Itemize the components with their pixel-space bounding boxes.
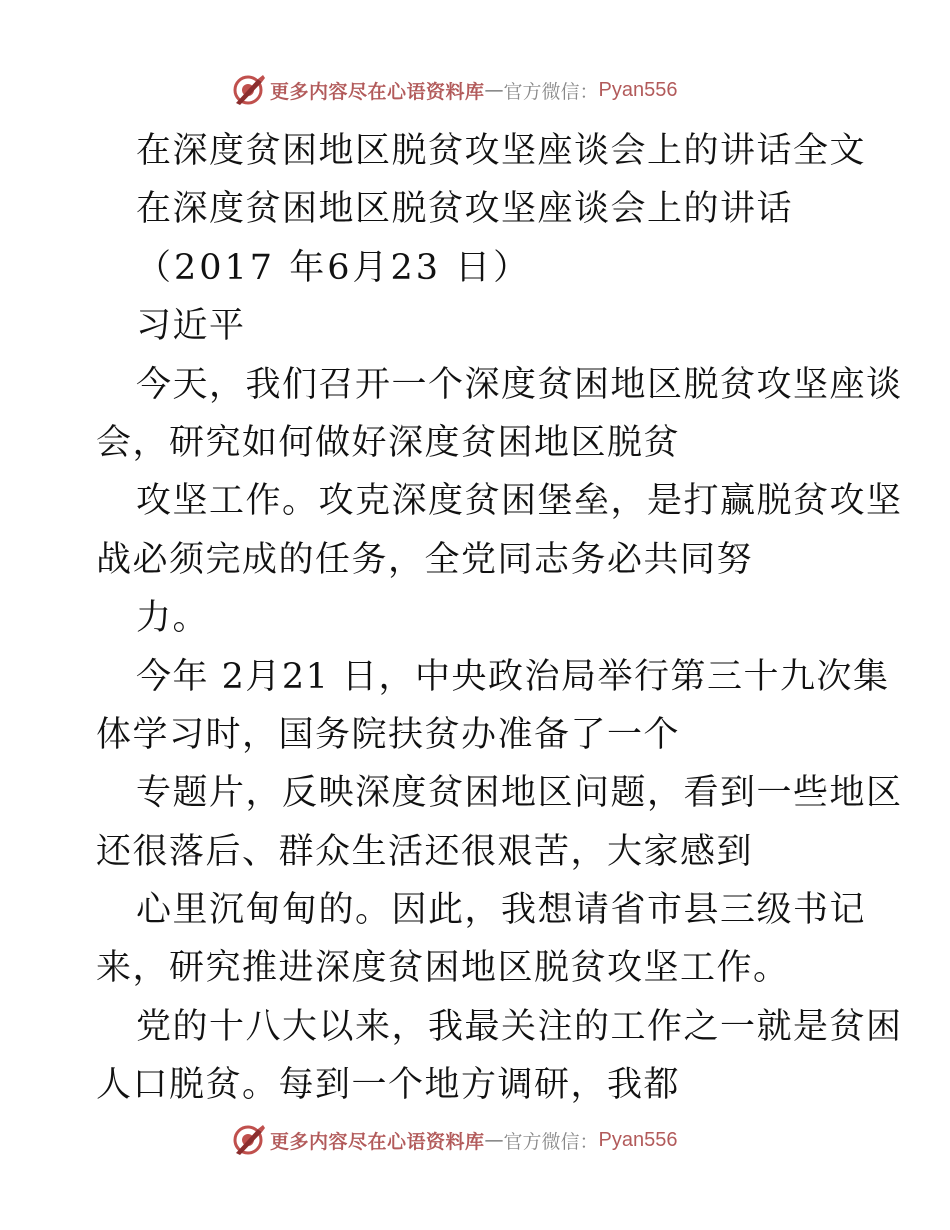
header-wechat-label: 官方微信： [503,80,599,103]
paragraph-line: 战必须完成的任务，全党同志务必共同努 [96,539,754,580]
footer-separator: — [484,1129,504,1151]
paragraph-line: 力。 [136,598,210,639]
paragraph-line: 专题片，反映深度贫困地区问题，看到一些地区 [136,773,903,814]
footer-wechat-id: Pyan556 [598,1128,678,1151]
paragraph-line: 来，研究推进深度贫困地区脱贫攻坚工作。 [96,948,790,989]
pen-logo-icon [232,73,266,107]
paragraph-line: 党的十八大以来，我最关注的工作之一就是贫困 [136,1006,903,1047]
document-date: （2017 年6月23 日） [136,247,532,288]
paragraph-line: 今年 2月21 日，中央政治局举行第三十九次集 [136,656,890,697]
document-title: 在深度贫困地区脱贫攻坚座谈会上的讲话 [136,189,794,230]
paragraph-line: 会，研究如何做好深度贫困地区脱贫 [96,422,681,463]
header-separator: — [484,79,504,101]
header-promo-text: 更多内容尽在心语资料库 [270,80,485,103]
pen-logo-icon [232,1123,266,1157]
paragraph-line: 心里沉甸甸的。因此，我想请省市县三级书记 [136,890,867,931]
paragraph-line: 还很落后、群众生活还很艰苦，大家感到 [96,831,754,872]
footer-wechat-label: 官方微信： [503,1130,599,1153]
footer-promo-text: 更多内容尽在心语资料库 [270,1130,485,1153]
document-body [96,122,903,1115]
paragraph-line: 体学习时，国务院扶贫办准备了一个 [96,714,681,755]
header-wechat-id: Pyan556 [598,78,678,101]
footer-banner [232,1122,678,1158]
paragraph-line: 攻坚工作。攻克深度贫困堡垒，是打赢脱贫攻坚 [136,481,903,522]
document-title-full: 在深度贫困地区脱贫攻坚座谈会上的讲话全文 [136,131,867,171]
document-author: 习近平 [136,306,246,347]
header-banner [232,72,678,108]
paragraph-line: 人口脱贫。每到一个地方调研，我都 [96,1065,681,1106]
paragraph-line: 今天，我们召开一个深度贫困地区脱贫攻坚座谈 [136,364,903,405]
